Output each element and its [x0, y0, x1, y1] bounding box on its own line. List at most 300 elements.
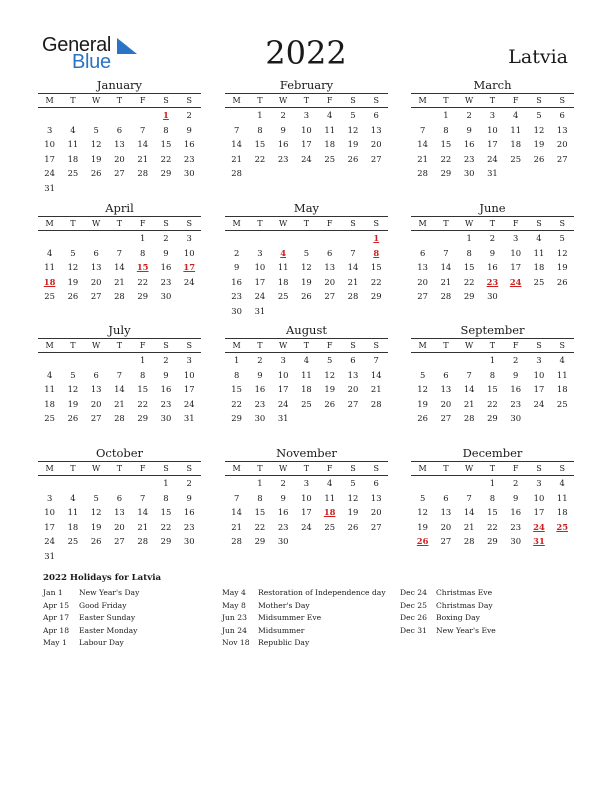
- day-cell: 4: [303, 355, 310, 365]
- day-cell: 23: [463, 153, 475, 164]
- day-cell: 21: [114, 398, 125, 409]
- day-cell: 28: [114, 291, 125, 301]
- day-cell: 14: [114, 262, 125, 272]
- day-cell: 2: [489, 233, 496, 243]
- day-cell: 3: [46, 492, 53, 503]
- day-cell: 14: [114, 384, 125, 394]
- holiday-name: New Year's Day: [79, 588, 140, 597]
- day-cell: 27: [417, 291, 428, 301]
- day-cell: 5: [70, 247, 76, 258]
- day-cell: 1: [163, 478, 169, 488]
- weekday-label: W: [92, 219, 101, 228]
- day-cell: 3: [186, 355, 192, 365]
- weekday-label: M: [418, 96, 427, 105]
- day-cell: 15: [254, 507, 266, 517]
- empty-day-cell: [178, 289, 201, 304]
- holiday-name: New Year's Eve: [436, 625, 496, 635]
- day-cell: 31: [44, 550, 55, 561]
- day-cell: 2: [513, 355, 519, 365]
- month-april: [38, 201, 201, 304]
- calendar-year: 2022: [265, 34, 347, 72]
- day-cell: 5: [559, 233, 565, 243]
- week-row: [411, 152, 574, 167]
- weekday-label: T: [257, 341, 263, 350]
- empty-day-cell: [458, 353, 481, 368]
- day-cell: 21: [231, 153, 242, 164]
- empty-day-cell: [85, 353, 108, 368]
- day-cell: 1: [257, 478, 263, 488]
- holiday-name: Labour Day: [79, 638, 124, 647]
- day-cell: 21: [370, 384, 382, 394]
- day-cell: 27: [114, 168, 125, 178]
- empty-day-cell: [295, 304, 318, 319]
- day-cell: 20: [90, 276, 102, 287]
- week-row: [411, 166, 574, 181]
- empty-day-cell: [318, 304, 341, 319]
- day-cell: 5: [327, 355, 333, 365]
- weekday-label: M: [45, 464, 54, 473]
- day-cell: 13: [114, 139, 125, 149]
- holiday-name: Christmas Day: [436, 600, 493, 610]
- day-cell: 11: [301, 369, 312, 380]
- day-cell: 20: [114, 521, 125, 532]
- day-cell: 27: [114, 536, 125, 546]
- day-cell: 26: [417, 413, 428, 423]
- day-cell: 3: [536, 355, 542, 365]
- day-cell: 11: [324, 124, 336, 135]
- week-row: [225, 231, 388, 246]
- week-row: [38, 108, 201, 123]
- day-cell: 21: [347, 276, 359, 287]
- weekday-label: T: [489, 464, 496, 473]
- day-cell: 19: [67, 398, 79, 409]
- month-title: June: [479, 201, 506, 215]
- weekday-label: W: [465, 464, 474, 473]
- day-cell: 4: [70, 124, 76, 135]
- day-cell: 9: [280, 492, 286, 503]
- day-cell: 9: [186, 124, 192, 135]
- weekday-label: T: [489, 219, 496, 228]
- empty-day-cell: [527, 166, 550, 181]
- day-cell: 10: [44, 139, 55, 149]
- day-cell: 30: [183, 536, 195, 546]
- day-cell: 16: [231, 276, 242, 287]
- day-cell: 8: [140, 247, 146, 258]
- weekday-header: [225, 338, 388, 353]
- day-cell: 5: [70, 369, 76, 380]
- empty-day-cell: [131, 549, 154, 564]
- week-row: [225, 368, 388, 383]
- weekday-header: [411, 216, 574, 231]
- day-cell: 28: [137, 536, 149, 546]
- day-cell: 26: [556, 276, 568, 287]
- empty-day-cell: [365, 534, 388, 549]
- month-march: [411, 78, 574, 181]
- day-cell: 24: [277, 398, 289, 409]
- day-cell: 24: [301, 153, 312, 164]
- holiday-entry: [222, 625, 392, 638]
- weekday-label: T: [303, 219, 310, 228]
- weekday-label: S: [536, 341, 542, 350]
- week-row: [38, 260, 201, 275]
- day-cell: 17: [183, 384, 195, 394]
- week-row: [411, 505, 574, 520]
- empty-day-cell: [154, 549, 177, 564]
- empty-day-cell: [61, 231, 84, 246]
- month-title: July: [108, 323, 131, 337]
- weekday-label: T: [489, 96, 496, 105]
- weekday-label: S: [559, 341, 565, 350]
- day-cell: 16: [160, 262, 172, 272]
- weekday-label: W: [465, 341, 474, 350]
- day-cell: 11: [510, 124, 522, 135]
- day-cell: 19: [301, 276, 312, 287]
- month-title: May: [293, 201, 320, 215]
- empty-day-cell: [61, 549, 84, 564]
- empty-day-cell: [318, 534, 341, 549]
- day-cell: 5: [350, 478, 356, 488]
- day-cell: 26: [347, 153, 359, 164]
- weekday-label: M: [232, 341, 241, 350]
- week-row: [411, 520, 574, 535]
- holiday-column: [400, 587, 570, 637]
- day-cell: 15: [231, 384, 242, 394]
- day-cell: 10: [510, 247, 522, 258]
- day-cell: 21: [463, 398, 475, 409]
- day-cell: 2: [233, 247, 240, 258]
- day-cell: 4: [46, 369, 53, 380]
- holiday-name: Mother's Day: [258, 600, 310, 610]
- day-cell: 10: [44, 507, 55, 517]
- holiday-entry: [222, 587, 392, 600]
- day-cell: 25: [324, 521, 336, 532]
- day-cell: 28: [347, 291, 359, 301]
- week-row: [411, 353, 574, 368]
- day-cell: 31: [183, 413, 195, 423]
- day-cell: 30: [487, 291, 498, 301]
- day-cell: 20: [417, 276, 428, 287]
- weekday-label: S: [186, 464, 192, 473]
- day-cell: 25: [277, 291, 289, 301]
- day-cell: 5: [536, 110, 542, 120]
- weekday-label: T: [116, 464, 123, 473]
- day-cell: 1: [233, 355, 240, 365]
- weekday-label: T: [70, 219, 76, 228]
- day-cell: 22: [463, 276, 475, 287]
- weekday-label: M: [232, 464, 241, 473]
- day-cell: 6: [116, 492, 123, 503]
- empty-day-cell: [108, 231, 131, 246]
- day-cell: 29: [440, 168, 452, 178]
- day-cell: 6: [373, 478, 379, 488]
- day-cell: 28: [417, 168, 428, 178]
- day-cell: 15: [254, 139, 266, 149]
- day-cell: 22: [160, 521, 172, 532]
- month-october: [38, 446, 201, 563]
- day-cell: 19: [347, 139, 359, 149]
- day-cell: 29: [254, 536, 266, 546]
- day-cell: 18: [44, 398, 55, 409]
- holiday-entry: [400, 587, 570, 600]
- day-cell: 2: [186, 478, 192, 488]
- week-row: [38, 549, 201, 564]
- day-cell: 14: [231, 507, 242, 517]
- empty-day-cell: [434, 353, 457, 368]
- day-cell: 16: [183, 507, 195, 517]
- weekday-label: M: [418, 219, 427, 228]
- week-row: [411, 476, 574, 491]
- day-cell: 1: [140, 355, 146, 365]
- day-cell: 15: [160, 507, 172, 517]
- day-cell: 27: [370, 153, 382, 164]
- week-row: [38, 181, 201, 196]
- day-cell: 18: [301, 384, 312, 394]
- month-title: August: [285, 323, 327, 337]
- day-cell: 16: [277, 139, 289, 149]
- day-cell: 23: [231, 291, 242, 301]
- day-cell: 31: [254, 305, 266, 316]
- day-cell: 26: [67, 413, 79, 423]
- empty-day-cell: [295, 231, 318, 246]
- day-cell: 9: [280, 124, 286, 135]
- day-cell: 9: [233, 262, 240, 272]
- day-cell: 18: [67, 521, 79, 532]
- day-cell: 13: [90, 262, 102, 272]
- day-cell: 13: [324, 262, 336, 272]
- day-cell: 25: [301, 398, 312, 409]
- day-cell: 9: [466, 124, 472, 135]
- week-row: [38, 476, 201, 491]
- day-cell: 10: [301, 124, 312, 135]
- weekday-label: S: [163, 464, 169, 473]
- day-cell: 6: [116, 124, 123, 135]
- weekday-label: S: [163, 219, 169, 228]
- empty-day-cell: [178, 181, 201, 196]
- holiday-day-cell: 1: [373, 233, 380, 243]
- day-cell: 21: [440, 276, 452, 287]
- day-cell: 9: [163, 369, 169, 380]
- weekday-label: S: [373, 219, 379, 228]
- day-cell: 17: [510, 262, 522, 272]
- weekday-label: M: [418, 464, 427, 473]
- weekday-label: T: [257, 464, 263, 473]
- day-cell: 7: [466, 492, 472, 503]
- day-cell: 20: [90, 398, 102, 409]
- day-cell: 6: [373, 110, 379, 120]
- empty-day-cell: [61, 108, 84, 123]
- weekday-label: W: [279, 96, 288, 105]
- day-cell: 7: [419, 124, 426, 135]
- day-cell: 22: [137, 276, 149, 287]
- empty-day-cell: [411, 108, 434, 123]
- weekday-label: F: [512, 219, 519, 228]
- week-row: [225, 304, 388, 319]
- day-cell: 26: [347, 521, 359, 532]
- weekday-header: [411, 338, 574, 353]
- week-row: [38, 491, 201, 506]
- day-cell: 2: [163, 233, 169, 243]
- week-row: [411, 231, 574, 246]
- day-cell: 5: [93, 492, 99, 503]
- weekday-label: W: [92, 96, 101, 105]
- day-cell: 15: [463, 262, 475, 272]
- month-title: March: [473, 78, 512, 92]
- weekday-header: [411, 93, 574, 108]
- week-row: [38, 246, 201, 261]
- day-cell: 22: [370, 276, 382, 287]
- holiday-date: Jun 23: [222, 613, 247, 622]
- holiday-day-cell: 18: [43, 276, 56, 287]
- weekday-label: T: [116, 341, 123, 350]
- day-cell: 4: [559, 355, 565, 365]
- day-cell: 17: [44, 153, 55, 164]
- day-cell: 6: [419, 247, 426, 258]
- month-january: [38, 78, 201, 195]
- day-cell: 20: [370, 139, 382, 149]
- empty-day-cell: [85, 549, 108, 564]
- day-cell: 8: [489, 369, 496, 380]
- holiday-column: [222, 587, 392, 650]
- weekday-label: T: [116, 219, 123, 228]
- weekday-label: F: [512, 341, 519, 350]
- day-cell: 22: [137, 398, 149, 409]
- weekday-label: W: [279, 219, 288, 228]
- weekday-label: S: [350, 341, 356, 350]
- day-cell: 28: [114, 413, 125, 423]
- day-cell: 30: [254, 413, 266, 423]
- day-cell: 8: [163, 124, 169, 135]
- empty-day-cell: [248, 231, 271, 246]
- day-cell: 22: [254, 521, 266, 532]
- empty-day-cell: [131, 476, 154, 491]
- day-cell: 24: [487, 153, 498, 164]
- week-row: [225, 123, 388, 138]
- day-cell: 21: [463, 521, 475, 532]
- day-cell: 11: [44, 262, 55, 272]
- week-row: [225, 152, 388, 167]
- holiday-entry: [400, 625, 570, 638]
- day-cell: 7: [350, 247, 356, 258]
- empty-day-cell: [61, 353, 84, 368]
- empty-day-cell: [131, 108, 154, 123]
- holiday-date: Dec 24: [400, 588, 427, 597]
- holiday-date: Dec 25: [400, 600, 427, 610]
- holiday-date: May 4: [222, 588, 246, 597]
- day-cell: 3: [280, 355, 286, 365]
- holiday-date: May 8: [222, 600, 246, 610]
- day-cell: 4: [513, 110, 519, 120]
- week-row: [225, 353, 388, 368]
- day-cell: 11: [324, 492, 336, 503]
- day-cell: 15: [137, 384, 149, 394]
- day-cell: 18: [277, 276, 289, 287]
- day-cell: 12: [417, 507, 428, 517]
- holiday-date: Jun 24: [222, 625, 247, 635]
- week-row: [225, 491, 388, 506]
- day-cell: 11: [556, 492, 568, 503]
- day-cell: 28: [231, 168, 242, 178]
- day-cell: 23: [510, 521, 522, 532]
- day-cell: 3: [186, 233, 192, 243]
- month-title: April: [105, 201, 134, 215]
- weekday-label: S: [373, 341, 379, 350]
- holiday-date: Apr 18: [43, 625, 70, 635]
- day-cell: 23: [160, 276, 172, 287]
- day-cell: 27: [556, 153, 568, 164]
- empty-day-cell: [365, 411, 388, 426]
- empty-day-cell: [225, 108, 248, 123]
- day-cell: 2: [280, 110, 286, 120]
- weekday-label: S: [163, 341, 169, 350]
- day-cell: 15: [370, 262, 382, 272]
- day-cell: 17: [277, 384, 289, 394]
- week-row: [411, 397, 574, 412]
- holiday-name: Easter Sunday: [79, 613, 136, 622]
- empty-day-cell: [527, 289, 550, 304]
- weekday-label: W: [465, 96, 474, 105]
- empty-day-cell: [108, 181, 131, 196]
- holiday-name: Restoration of Independence day: [258, 588, 386, 597]
- weekday-label: S: [536, 96, 542, 105]
- weekday-label: S: [559, 96, 565, 105]
- week-row: [411, 260, 574, 275]
- day-cell: 26: [324, 398, 336, 409]
- month-title: November: [276, 446, 337, 460]
- month-title: October: [95, 446, 144, 460]
- weekday-label: T: [70, 96, 76, 105]
- day-cell: 17: [533, 507, 545, 517]
- day-cell: 2: [513, 478, 519, 488]
- empty-day-cell: [365, 304, 388, 319]
- week-row: [38, 382, 201, 397]
- holiday-day-cell: 24: [533, 521, 545, 532]
- day-cell: 19: [347, 507, 359, 517]
- day-cell: 30: [510, 413, 522, 423]
- holiday-day-cell: 25: [556, 521, 569, 532]
- day-cell: 9: [513, 369, 519, 380]
- holiday-entry: [43, 625, 213, 638]
- day-cell: 4: [46, 247, 53, 258]
- day-cell: 20: [370, 507, 382, 517]
- day-cell: 1: [489, 478, 496, 488]
- day-cell: 12: [90, 507, 102, 517]
- empty-day-cell: [551, 411, 574, 426]
- holidays-title: 2022 Holidays for Latvia: [43, 573, 162, 583]
- week-row: [225, 520, 388, 535]
- day-cell: 2: [257, 355, 263, 365]
- day-cell: 2: [186, 110, 192, 120]
- day-cell: 12: [347, 124, 359, 135]
- empty-day-cell: [272, 304, 295, 319]
- day-cell: 30: [463, 168, 475, 178]
- day-cell: 22: [231, 398, 242, 409]
- week-row: [225, 166, 388, 181]
- day-cell: 5: [419, 369, 426, 380]
- empty-day-cell: [458, 476, 481, 491]
- day-cell: 25: [67, 536, 79, 546]
- weekday-label: W: [465, 219, 474, 228]
- week-row: [38, 152, 201, 167]
- day-cell: 30: [160, 413, 172, 423]
- day-cell: 25: [44, 413, 55, 423]
- empty-day-cell: [365, 166, 388, 181]
- weekday-label: S: [186, 219, 192, 228]
- day-cell: 10: [254, 262, 266, 272]
- day-cell: 29: [137, 413, 149, 423]
- day-cell: 10: [301, 492, 312, 503]
- month-july: [38, 323, 201, 426]
- empty-day-cell: [85, 181, 108, 196]
